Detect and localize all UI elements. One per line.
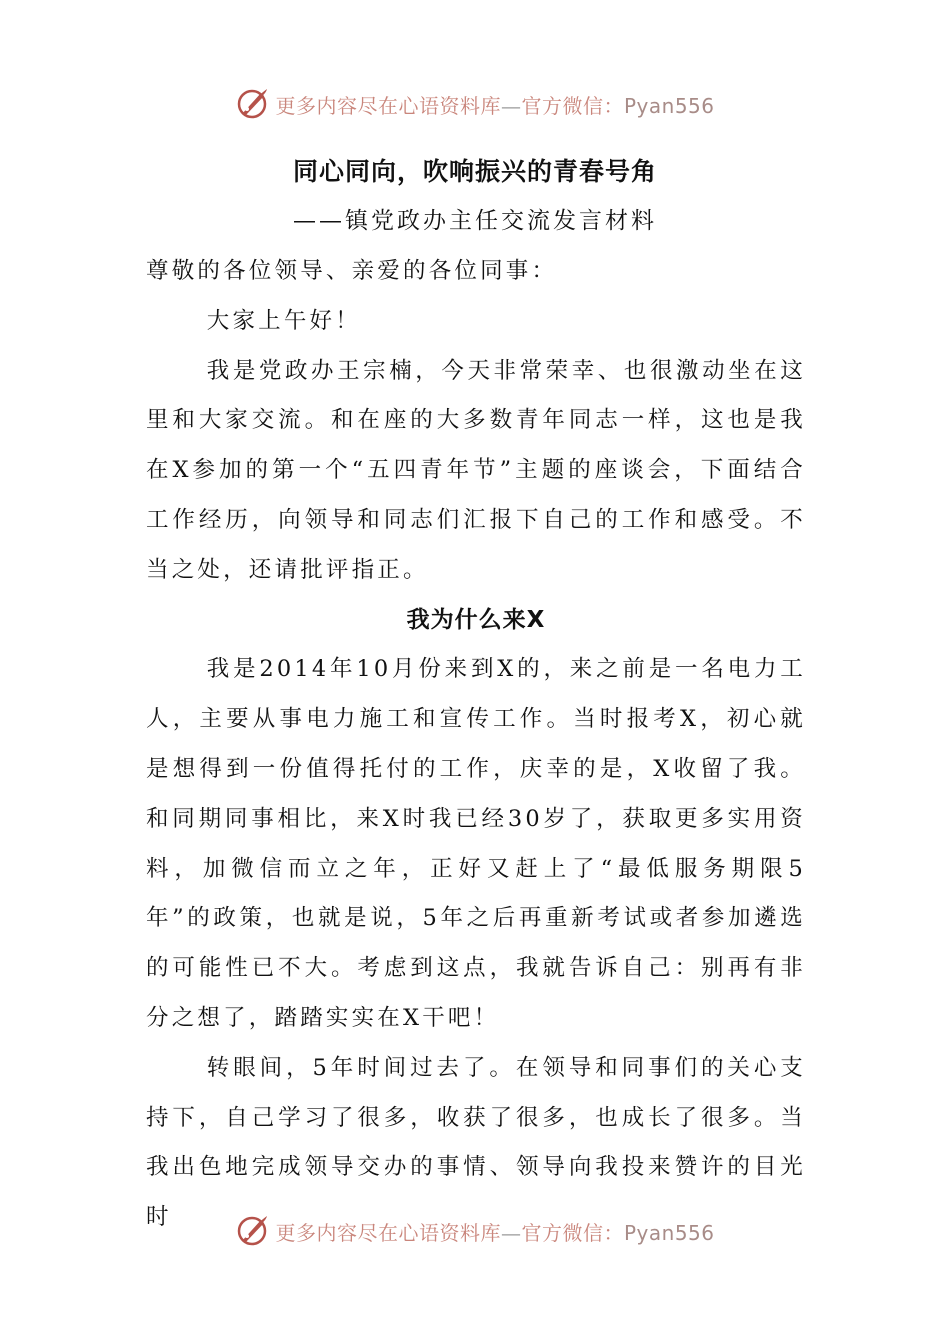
document-body <box>146 247 806 1243</box>
watermark-dash: — <box>500 1220 522 1245</box>
section-paragraph: 转眼间，5年时间过去了。在领导和同事们的关心支持下，自己学习了很多，收获了很多，也成长了很多。当我出色地完成领导交办的事情、领导向我投来赞许的目光时 <box>146 1054 806 1231</box>
watermark-label: 官方微信： <box>521 93 624 118</box>
watermark-text <box>275 90 714 119</box>
watermark-wechat-id: Pyan556 <box>623 93 715 118</box>
document-subtitle: ——镇党政办主任交流发言材料 <box>293 208 657 234</box>
salutation: 尊敬的各位领导、亲爱的各位同事： <box>146 258 558 284</box>
header-watermark-banner <box>0 84 950 124</box>
watermark-label: 官方微信： <box>521 1220 624 1245</box>
watermark-prefix: 更多内容尽在心语资料库 <box>275 1220 501 1245</box>
section-heading: 我为什么来X <box>406 606 546 633</box>
section-paragraph: 我是2014年10月份来到X的，来之前是一名电力工人，主要从事电力施工和宣传工作。当时报考X，初心就是想得到一份值得托付的工作，庆幸的是，X收留了我。和同期同事相比，来X时我已经30岁了，获取更多实用资料，加微信而立之年，正好又赶上了“最低服务期限5年”的政策，也就是说，5年之后再重新考试或者参加遴选的可能性已不大。考虑到这点，我就告诉自己：别再有非分之想了，踏踏实实在X干吧！ <box>146 656 806 1031</box>
watermark-dash: — <box>500 93 522 118</box>
intro-paragraph: 我是党政办王宗楠，今天非常荣幸、也很激动坐在这里和大家交流。和在座的大多数青年同志一样，这也是我在X参加的第一个“五四青年节”主题的座谈会，下面结合工作经历，向领导和同志们汇报下自己的工作和感受。不当之处，还请批评指正。 <box>146 357 806 583</box>
watermark-text <box>275 1217 714 1246</box>
watermark-prefix: 更多内容尽在心语资料库 <box>275 93 501 118</box>
document-title: 同心同向，吹响振兴的青春号角 <box>292 157 657 186</box>
watermark-wechat-id: Pyan556 <box>623 1220 715 1245</box>
greeting: 大家上午好！ <box>206 307 361 334</box>
quill-pen-logo-icon <box>235 1214 269 1248</box>
footer-watermark-banner <box>0 1211 950 1251</box>
quill-pen-logo-icon <box>235 87 269 121</box>
